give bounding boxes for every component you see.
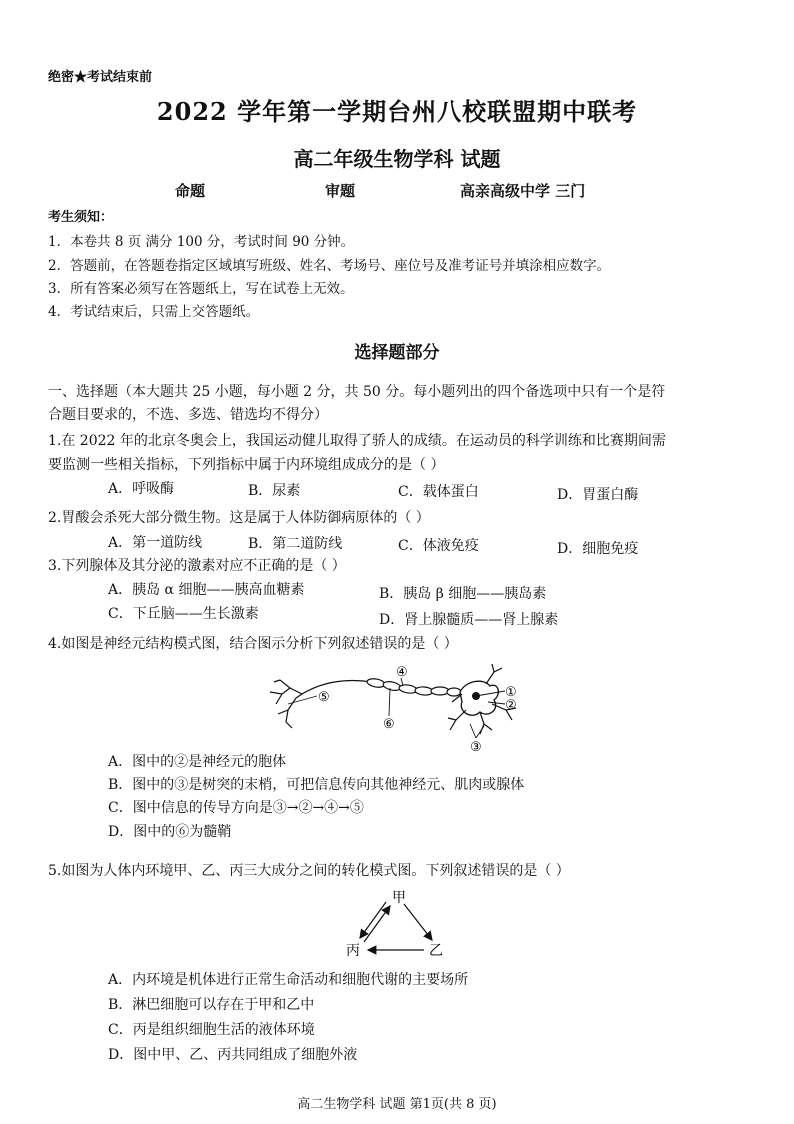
q5-option-b: B．淋巴细胞可以存在于甲和乙中 — [108, 997, 315, 1013]
q4-option-d: D．图中的⑥为髓鞘 — [108, 824, 232, 840]
notice-item: 1．本卷共 8 页 满分 100 分，考试时间 90 分钟。 — [48, 234, 355, 250]
neuron-label-3: ③ — [470, 740, 482, 755]
question-1-stem: 要监测一些相关指标，下列指标中属于内环境组成成分的是（ ） — [48, 457, 445, 473]
q2-option-b: B．第二道防线 — [248, 536, 343, 552]
question-5-stem: 5.如图为人体内环境甲、乙、丙三大成分之间的转化模式图。下列叙述错误的是（ ） — [48, 863, 570, 879]
q3-option-d: D．肾上腺髓质——肾上腺素 — [379, 612, 559, 628]
neuron-diagram — [262, 658, 532, 756]
conversion-arrows — [360, 902, 432, 950]
cropped-text-2: 审题 — [325, 182, 356, 200]
notice-title: 考生须知： — [48, 210, 114, 225]
q1-option-b: B．尿素 — [248, 483, 301, 499]
cropped-author-line — [175, 180, 695, 200]
neuron-label-4: ④ — [396, 665, 408, 680]
q2-option-c: C．体液免疫 — [398, 538, 479, 554]
q3-option-a: A．胰岛 α 细胞——胰高血糖素 — [108, 582, 305, 598]
q5-option-d: D．图中甲、乙、丙共同组成了细胞外液 — [108, 1047, 358, 1063]
notice-item: 3．所有答案必须写在答题纸上，写在试卷上无效。 — [48, 281, 354, 297]
q5-option-a: A．内环境是机体进行正常生命活动和细胞代谢的主要场所 — [108, 972, 469, 988]
neuron-label-6: ⑥ — [383, 717, 395, 732]
q2-option-d: D．细胞免疫 — [557, 541, 639, 557]
q1-option-c: C．载体蛋白 — [398, 484, 479, 500]
myelin-sheath — [366, 677, 461, 696]
question-4-stem: 4.如图是神经元结构模式图，结合图示分析下列叙述错误的是（ ） — [48, 636, 458, 652]
question-3-stem: 3.下列腺体及其分泌的激素对应不正确的是（ ） — [48, 558, 346, 574]
q2-option-a: A．第一道防线 — [108, 535, 203, 551]
neuron-label-2: ② — [505, 698, 517, 713]
q4-option-a: A．图中的②是神经元的胞体 — [108, 754, 287, 770]
q4-option-c: C．图中信息的传导方向是③→②→④→⑤ — [108, 800, 364, 816]
axon-terminal-branches — [270, 680, 302, 728]
section-title: 选择题部分 — [354, 343, 440, 363]
cropped-text-3: 高亲高级中学 三门 — [460, 182, 586, 200]
exam-title: 2022 学年第一学期台州八校联盟期中联考 — [156, 97, 638, 126]
instructions-line: 一、选择题（本大题共 25 小题，每小题 2 分，共 50 分。每小题列出的四个备选项中只有一个是符 — [48, 384, 666, 400]
q5-option-c: C．丙是组织细胞生活的液体环境 — [108, 1022, 315, 1038]
q3-option-b: B．胰岛 β 细胞——胰岛素 — [379, 586, 547, 602]
neuron-label-5: ⑤ — [318, 690, 330, 705]
q4-option-b: B．图中的③是树突的末梢，可把信息传向其他神经元、肌肉或腺体 — [108, 777, 525, 793]
neuron-label-1: ① — [505, 685, 517, 700]
label-jia: 甲 — [392, 890, 406, 906]
cropped-text-1: 命题 — [175, 182, 206, 200]
confidential-label: 绝密★考试结束前 — [48, 70, 153, 85]
instructions-line: 合题目要求的，不选、多选、错选均不得分） — [48, 407, 328, 423]
question-1-stem: 1.在 2022 年的北京冬奥会上，我国运动健儿取得了骄人的成绩。在运动员的科学训练和比赛期间需 — [48, 433, 666, 449]
question-2-stem: 2.胃酸会杀死大部分微生物。这是属于人体防御病原体的（ ） — [48, 510, 430, 526]
notice-item: 2．答题前，在答题卷指定区域填写班级、姓名、考场号、座位号及准考证号并填涂相应数字。 — [48, 258, 611, 274]
q3-option-c: C．下丘脑——生长激素 — [108, 606, 259, 622]
notice-item: 4．考试结束后，只需上交答题纸。 — [48, 304, 260, 320]
q1-option-d: D．胃蛋白酶 — [557, 487, 639, 503]
body-fluid-diagram — [336, 882, 456, 962]
axon — [302, 681, 372, 695]
label-yi: 乙 — [429, 943, 443, 959]
page-footer: 高二生物学科 试题 第1页(共 8 页) — [297, 1097, 497, 1112]
exam-subtitle: 高二年级生物学科 试题 — [293, 147, 501, 171]
q1-option-a: A．呼吸酶 — [108, 481, 175, 497]
label-bing: 丙 — [346, 943, 360, 959]
